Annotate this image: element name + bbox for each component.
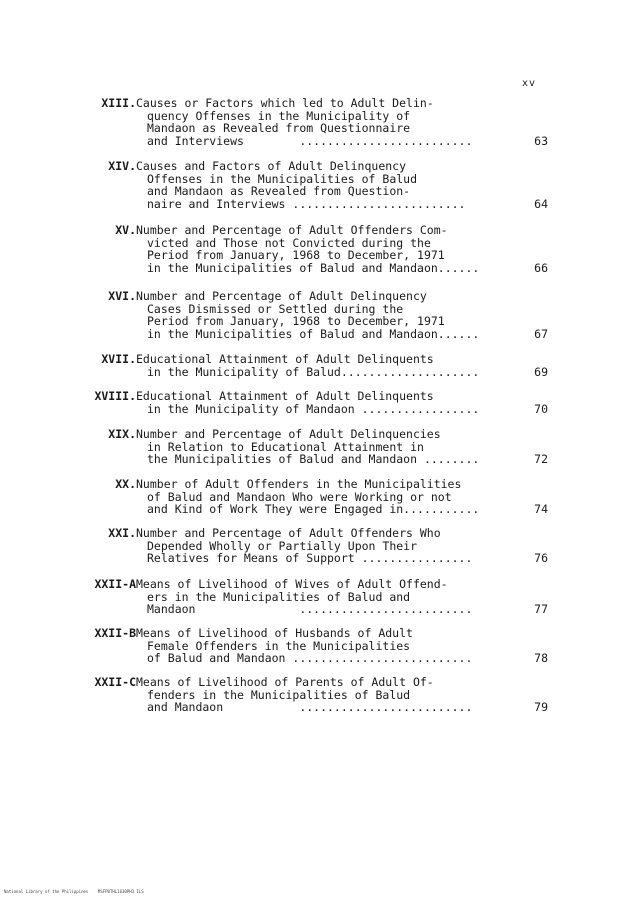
toc-entry-title xyxy=(136,289,480,341)
toc-entry-page: 78 xyxy=(534,651,548,665)
toc-entry-title xyxy=(136,389,480,416)
toc-entry-title-line: Cases Dismissed or Settled during the xyxy=(147,301,404,316)
toc-entry-numeral: XX. xyxy=(115,477,136,491)
toc-entry xyxy=(80,353,560,378)
toc-entry-title-line: Mandaon ......................... xyxy=(147,602,473,616)
toc-entry-title-line: victed and Those not Convicted during the xyxy=(147,235,431,250)
toc-entry xyxy=(80,676,560,714)
toc-entry xyxy=(80,627,560,665)
toc-entry-page: 74 xyxy=(534,502,548,516)
toc-entry-title xyxy=(136,675,473,714)
toc-entry-title-line: Period from January, 1968 to December, 1971 xyxy=(147,248,445,262)
footer-stamp: National Library of the Philippines MSFPBTHL1630PH3 ILS xyxy=(4,889,144,894)
toc-entry-title-line: Means of Livelihood of Parents of Adult Of- xyxy=(136,675,434,689)
toc-entry-page: 67 xyxy=(534,326,548,341)
toc-entry-title-line: Relatives for Means of Support ................ xyxy=(147,551,473,565)
toc-entry-page: 76 xyxy=(534,551,548,565)
toc-entry-page: 69 xyxy=(534,364,548,379)
toc-entry-title-line: Causes or Factors which led to Adult Delin- xyxy=(136,96,434,110)
toc-entry-numeral: XVIII. xyxy=(94,389,136,403)
toc-entry-title-line: and Kind of Work They were Engaged in........... xyxy=(147,502,480,516)
toc-entry-title-line: Number and Percentage of Adult Delinquencies xyxy=(136,427,441,441)
toc-entry-numeral: XVI. xyxy=(108,289,136,303)
toc-entry-title-line: in Relation to Educational Attainment in xyxy=(147,439,424,454)
toc-entry-title-line: Female Offenders in the Municipalities xyxy=(147,638,411,653)
toc-entry-page: 63 xyxy=(534,133,548,148)
toc-entry-title-line: Offenses in the Municipalities of Balud xyxy=(147,171,418,186)
toc-entry-title xyxy=(136,577,473,616)
toc-entry-title xyxy=(136,352,480,379)
toc-entry xyxy=(80,527,560,565)
toc-entry-numeral: XXI. xyxy=(108,526,136,540)
toc-entry-title-line: naire and Interviews ......................... xyxy=(147,196,466,211)
toc-entry-title-line: Means of Livelihood of Husbands of Adult xyxy=(136,626,413,640)
toc-entry-title-line: of Balud and Mandaon .......................... xyxy=(147,651,473,665)
toc-entry-numeral: XXII-A xyxy=(94,577,136,591)
toc-entry-title-line: of Balud and Mandaon Who were Working or not xyxy=(147,489,452,504)
toc-entry-title-line: fenders in the Municipalities of Balud xyxy=(147,687,411,702)
toc-entry xyxy=(80,97,560,147)
toc-entry-title-line: Number of Adult Offenders in the Municipalities xyxy=(136,477,462,491)
toc-entry-title-line: Depended Wholly or Partially Upon Their xyxy=(147,538,418,553)
toc-entry xyxy=(80,578,560,616)
toc-entry-numeral: XXII-C xyxy=(94,675,136,689)
toc-entry-title-line: Causes and Factors of Adult Delinquency xyxy=(136,159,407,173)
toc-entry-title-line: and Mandaon ......................... xyxy=(147,700,473,714)
toc-entry xyxy=(80,160,560,210)
toc-entry-numeral: XV. xyxy=(115,223,136,237)
toc-entry-numeral: XXII-B xyxy=(94,626,136,640)
toc-entry-title-line: ers in the Municipalities of Balud and xyxy=(147,589,411,604)
toc-entry-title xyxy=(136,223,480,275)
toc-entry-title xyxy=(136,526,473,565)
toc-entry-page: 66 xyxy=(534,260,548,275)
toc-entry-title-line: in the Municipalities of Balud and Mandaon...... xyxy=(147,326,480,341)
toc-entry-title-line: in the Municipalities of Balud and Mandaon...... xyxy=(147,260,480,275)
toc-entry-title-line: quency Offenses in the Municipality of xyxy=(147,108,411,123)
toc-entry-page: 79 xyxy=(534,700,548,714)
toc-entry-title-line: Number and Percentage of Adult Offenders Who xyxy=(136,526,441,540)
toc-entry xyxy=(80,224,560,274)
toc-entry-title xyxy=(136,96,473,148)
toc-entry-title-line: in the Municipality of Mandaon ................. xyxy=(147,401,480,416)
toc-entry-numeral: XVII. xyxy=(101,352,136,366)
toc-entry-title-line: Educational Attainment of Adult Delinquents xyxy=(136,389,434,403)
toc-entry-title xyxy=(136,427,480,466)
toc-entry-numeral: XIV. xyxy=(108,159,136,173)
toc-entry-page: 77 xyxy=(534,602,548,616)
page-number: xv xyxy=(522,78,537,89)
toc-entry-title-line: and Interviews ......................... xyxy=(147,133,473,148)
toc-entry-title-line: Educational Attainment of Adult Delinquents xyxy=(136,352,434,366)
toc-entry-title-line: the Municipalities of Balud and Mandaon ........ xyxy=(147,452,480,466)
toc-entry-numeral: XIII. xyxy=(101,96,136,110)
toc-entry xyxy=(80,428,560,466)
toc-entry-title-line: Number and Percentage of Adult Delinquency xyxy=(136,289,427,303)
toc-entry-title xyxy=(136,159,466,211)
toc-entry-numeral: XIX. xyxy=(108,427,136,441)
toc-entry xyxy=(80,478,560,516)
toc-entry-title-line: Mandaon as Revealed from Questionnaire xyxy=(147,121,411,135)
toc-entry xyxy=(80,390,560,415)
toc-entry-title-line: and Mandaon as Revealed from Question- xyxy=(147,184,411,198)
toc-entry-title xyxy=(136,626,473,665)
toc-entry-page: 64 xyxy=(534,196,548,211)
toc-entry-title-line: Means of Livelihood of Wives of Adult Offend- xyxy=(136,577,448,591)
toc-entry-title-line: Number and Percentage of Adult Offenders Com- xyxy=(136,223,448,237)
toc-entry-page: 70 xyxy=(534,401,548,416)
toc-entry-title-line: in the Municipality of Balud.................... xyxy=(147,364,480,379)
toc-entry xyxy=(80,290,560,340)
toc-entry-page: 72 xyxy=(534,452,548,466)
toc-entry-title-line: Period from January, 1968 to December, 1971 xyxy=(147,314,445,328)
toc-entry-title xyxy=(136,477,480,516)
